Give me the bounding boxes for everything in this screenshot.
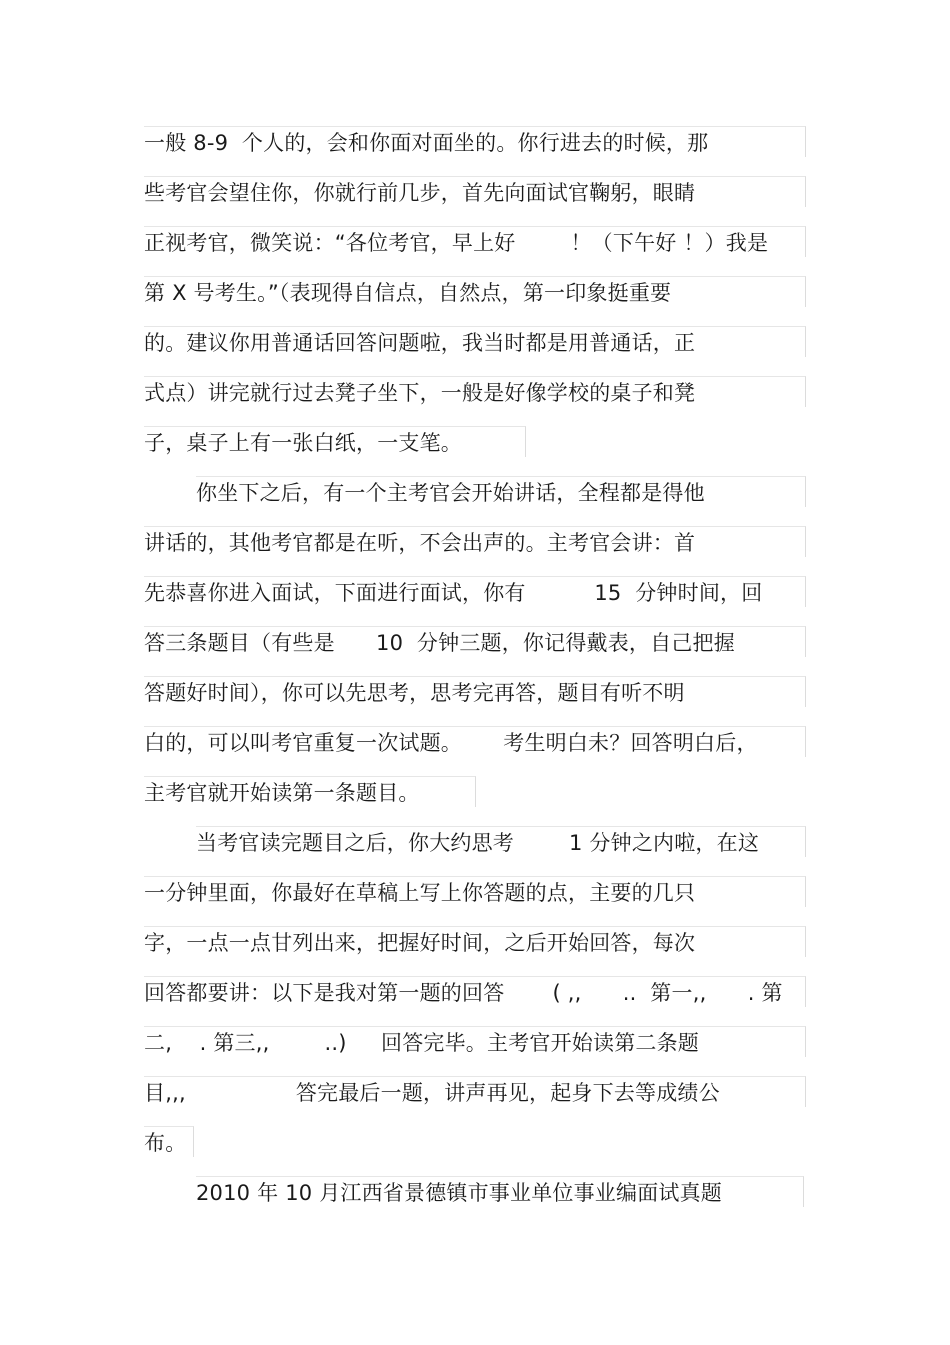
text-line: 一分钟里面，你最好在草稿上写上你答题的点，主要的几只 [144,881,696,905]
text-line: 一般 8-9 个人的，会和你面对面坐的。你行进去的时候，那 [144,131,709,155]
section-heading: 2010 年 10 月江西省景德镇市事业单位事业编面试真题 [196,1181,722,1205]
text-line: 二, . 第三,, ..) 回答完毕。主考官开始读第二条题 [144,1031,699,1055]
text-line: 答三条题目（有些是 10 分钟三题，你记得戴表，自己把握 [144,631,735,655]
text-line: 回答都要讲：以下是我对第一题的回答 ( ,, .. 第一,, . 第 [144,981,783,1005]
paragraph-first-line: 你坐下之后，有一个主考官会开始讲话，全程都是得他 [196,481,705,505]
text-line: 讲话的，其他考官都是在听，不会出声的。主考官会讲：首 [144,531,696,555]
text-line: 的。建议你用普通话回答问题啦，我当时都是用普通话，正 [144,331,696,355]
text-line: 布。 [144,1131,187,1155]
text-line: 式点）讲完就行过去凳子坐下，一般是好像学校的桌子和凳 [144,381,696,405]
text-line: 子，桌子上有一张白纸，一支笔。 [144,431,462,455]
text-line: 第 X 号考生。”（表现得自信点，自然点，第一印象挺重要 [144,281,672,305]
text-line: 先恭喜你进入面试，下面进行面试，你有 15 分钟时间，回 [144,581,763,605]
text-line: 目,,, 答完最后一题，讲声再见，起身下去等成绩公 [144,1081,720,1105]
text-line: 正视考官，微笑说：“各位考官，早上好 ！（下午好 ！）我是 [144,231,769,255]
paragraph-first-line: 当考官读完题目之后，你大约思考 1 分钟之内啦，在这 [196,831,760,855]
text-line: 字，一点一点甘列出来，把握好时间，之后开始回答，每次 [144,931,696,955]
text-line: 白的，可以叫考官重复一次试题。 考生明白未？回答明白后， [144,731,758,755]
text-line: 答题好时间），你可以先思考，思考完再答，题目有听不明 [144,681,685,705]
text-line: 些考官会望住你，你就行前几步，首先向面试官鞠躬，眼睛 [144,181,696,205]
text-line: 主考官就开始读第一条题目。 [144,781,420,805]
